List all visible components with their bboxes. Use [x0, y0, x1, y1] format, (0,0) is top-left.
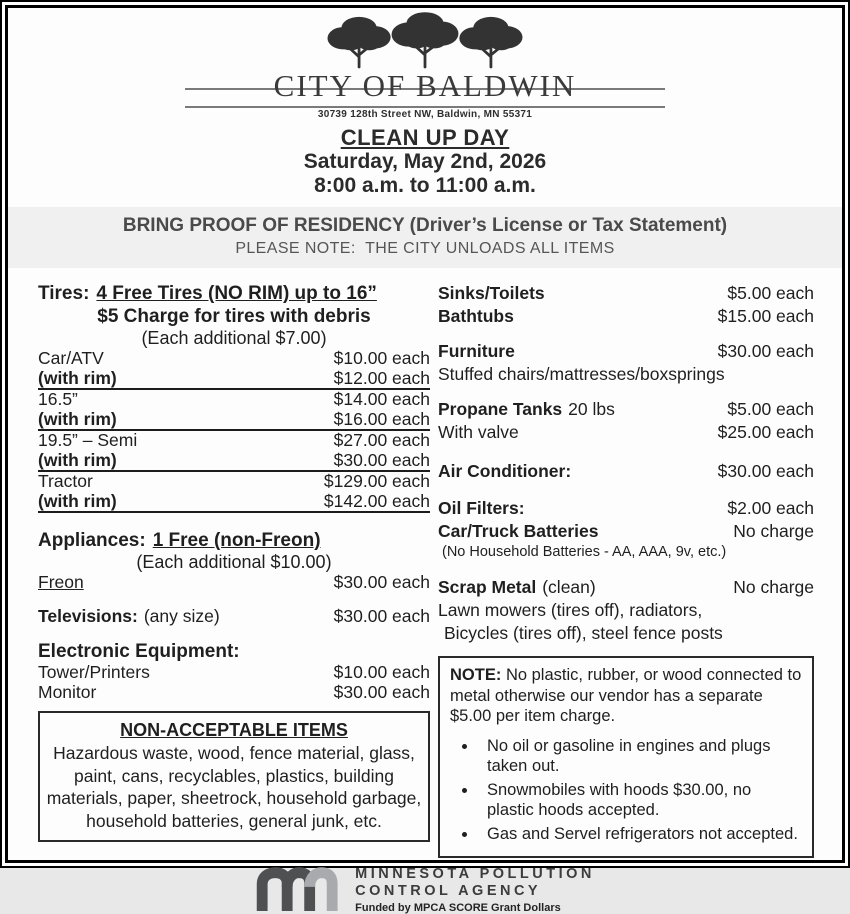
bathtubs-price-row: Bathtubs $15.00 each	[438, 306, 814, 326]
event-date: Saturday, May 2nd, 2026	[303, 150, 547, 173]
note-bullet: • Snowmobiles with hoods $30.00, no plastic hoods accepted.	[478, 780, 802, 821]
batteries-note: (No Household Batteries - AA, AAA, 9v, etc.)	[442, 544, 727, 560]
propane-price-row: Propane Tanks 20 lbs $5.00 each	[438, 399, 814, 419]
city-title: CITY OF BALDWIN	[273, 68, 577, 103]
electronics-price-row: Tower/Printers $10.00 each	[38, 662, 430, 682]
agency-line2: CONTROL AGENCY	[355, 883, 542, 899]
event-time: 8:00 a.m. to 11:00 a.m.	[314, 174, 536, 197]
furniture-price-row: Furniture $30.00 each	[438, 341, 814, 361]
city-title-block	[185, 64, 665, 108]
header	[8, 8, 842, 198]
electronics-heading: Electronic Equipment:	[38, 641, 240, 662]
scrap-metal-line2: Lawn mowers (tires off), radiators,	[438, 600, 703, 620]
tire-price-row: 16.5” $14.00 each	[38, 389, 430, 409]
non-acceptable-items-box	[38, 711, 430, 842]
scrap-metal-price-row: Scrap Metal (clean) No charge	[438, 577, 814, 597]
freon-price-row: Freon $30.00 each	[38, 572, 430, 592]
residency-line2: PLEASE NOTE: THE CITY UNLOADS ALL ITEMS	[235, 240, 615, 257]
agency-line1: MINNESOTA POLLUTION	[355, 866, 595, 882]
televisions-price-row: Televisions: (any size) $30.00 each	[38, 605, 430, 626]
trees-logo-icon	[295, 14, 555, 68]
batteries-price-row: Car/Truck Batteries No charge	[438, 521, 814, 541]
note-bullet: • Gas and Servel refrigerators not accepted.	[478, 824, 802, 845]
price-columns	[8, 268, 842, 858]
right-column	[438, 282, 814, 858]
non-acceptable-body: Hazardous waste, wood, fence material, glass, paint, cans, recyclables, plastics, building materials, paper, sheetrock, household garbage, household batteries, general junk, etc.	[46, 743, 422, 831]
furniture-subtext: Stuffed chairs/mattresses/boxsprings	[438, 364, 725, 384]
appliances-label: Appliances:	[38, 530, 146, 551]
tire-price-row: Car/ATV $10.00 each	[38, 348, 430, 368]
agency-text-block	[355, 866, 595, 914]
appliances-note: (Each additional $10.00)	[136, 552, 332, 572]
appliances-headline: 1 Free (non-Freon)	[152, 530, 321, 551]
note-bullet-list	[450, 736, 802, 845]
note-body: No plastic, rubber, or wood connected to metal otherwise our vendor has a separate $5.00 per item charge.	[450, 666, 802, 725]
propane-valve-price-row: With valve $25.00 each	[438, 422, 814, 442]
event-block	[8, 125, 842, 198]
tires-headline: 4 Free Tires (NO RIM) up to 16”	[96, 283, 377, 304]
tire-price-row: Tractor $129.00 each	[38, 471, 430, 491]
footer	[8, 866, 842, 914]
funded-line: Funded by MPCA SCORE Grant Dollars	[355, 902, 561, 914]
note-box	[438, 656, 814, 858]
note-bullet: • No oil or gasoline in engines and plugs taken out.	[478, 736, 802, 777]
oil-filters-price-row: Oil Filters: $2.00 each	[438, 498, 814, 518]
tires-note: (Each additional $7.00)	[141, 328, 327, 348]
note-paragraph	[450, 665, 802, 727]
tires-label: Tires:	[38, 283, 90, 304]
tire-price-row: 19.5” – Semi $27.00 each	[38, 430, 430, 450]
residency-banner	[8, 207, 842, 268]
appliances-heading	[38, 529, 430, 552]
flyer-inner-border	[5, 5, 845, 914]
tire-price-row: (with rim) $142.00 each	[38, 492, 430, 514]
non-acceptable-title: NON-ACCEPTABLE ITEMS	[120, 720, 348, 740]
note-title: NOTE:	[450, 666, 502, 684]
residency-line1: BRING PROOF OF RESIDENCY (Driver’s License or Tax Statement)	[122, 215, 728, 236]
electronics-price-row: Monitor $30.00 each	[38, 681, 430, 702]
tire-price-row: (with rim) $12.00 each	[38, 369, 430, 391]
mn-logo-icon	[255, 866, 341, 911]
air-conditioner-price-row: Air Conditioner: $30.00 each	[438, 461, 814, 481]
tires-subline: $5 Charge for tires with debris	[97, 306, 371, 327]
sinks-price-row: Sinks/Toilets $5.00 each	[438, 283, 814, 303]
scrap-metal-line3: Bicycles (tires off), steel fence posts	[444, 623, 723, 643]
left-column	[38, 282, 430, 858]
event-title: CLEAN UP DAY	[340, 125, 510, 150]
city-address: 30739 128th Street NW, Baldwin, MN 55371	[317, 109, 533, 120]
tires-heading	[38, 282, 430, 305]
tire-price-row: (with rim) $30.00 each	[38, 451, 430, 473]
tire-price-row: (with rim) $16.00 each	[38, 410, 430, 432]
